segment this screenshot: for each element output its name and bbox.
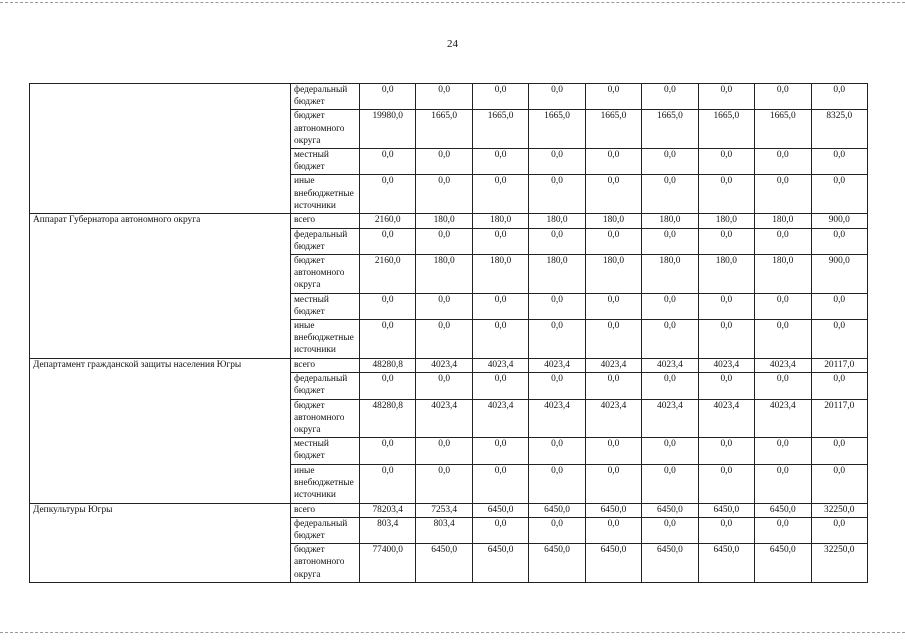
value-cell: 0,0 — [811, 373, 868, 399]
org-cell: Депкультуры Югры — [30, 503, 291, 582]
source-cell: всего — [291, 503, 360, 517]
source-cell: федеральный бюджет — [291, 84, 360, 110]
value-cell: 78203,4 — [360, 503, 416, 517]
value-cell: 1665,0 — [472, 110, 528, 149]
value-cell: 0,0 — [698, 320, 754, 359]
value-cell: 180,0 — [416, 214, 472, 228]
value-cell: 0,0 — [642, 373, 698, 399]
value-cell: 0,0 — [642, 293, 698, 319]
value-cell: 1665,0 — [755, 110, 811, 149]
table-row — [30, 84, 868, 110]
source-cell: всего — [291, 214, 360, 228]
value-cell: 4023,4 — [416, 399, 472, 438]
value-cell: 0,0 — [642, 84, 698, 110]
value-cell: 0,0 — [755, 228, 811, 254]
value-cell: 0,0 — [698, 293, 754, 319]
source-cell: федеральный бюджет — [291, 373, 360, 399]
value-cell: 1665,0 — [642, 110, 698, 149]
value-cell: 4023,4 — [472, 399, 528, 438]
value-cell: 0,0 — [360, 228, 416, 254]
value-cell: 4023,4 — [642, 359, 698, 373]
value-cell: 0,0 — [416, 84, 472, 110]
value-cell: 0,0 — [698, 464, 754, 503]
value-cell: 20117,0 — [811, 399, 868, 438]
value-cell: 0,0 — [642, 438, 698, 464]
value-cell: 180,0 — [698, 214, 754, 228]
value-cell: 0,0 — [698, 149, 754, 175]
value-cell: 0,0 — [529, 228, 585, 254]
value-cell: 0,0 — [811, 320, 868, 359]
value-cell: 0,0 — [529, 175, 585, 214]
value-cell: 0,0 — [811, 175, 868, 214]
value-cell: 0,0 — [811, 84, 868, 110]
value-cell: 0,0 — [472, 293, 528, 319]
value-cell: 0,0 — [529, 84, 585, 110]
value-cell: 0,0 — [811, 517, 868, 543]
value-cell: 900,0 — [811, 214, 868, 228]
value-cell: 4023,4 — [585, 359, 641, 373]
org-cell: Аппарат Губернатора автономного округа — [30, 214, 291, 359]
page-top-edge — [0, 2, 905, 3]
page-number: 24 — [447, 38, 458, 50]
value-cell: 0,0 — [698, 438, 754, 464]
value-cell: 1665,0 — [585, 110, 641, 149]
value-cell: 6450,0 — [698, 544, 754, 583]
source-cell: иные внебюджетные источники — [291, 175, 360, 214]
value-cell: 6450,0 — [755, 503, 811, 517]
value-cell: 6450,0 — [529, 503, 585, 517]
org-cell — [30, 84, 291, 214]
value-cell: 6450,0 — [642, 544, 698, 583]
value-cell: 0,0 — [585, 84, 641, 110]
value-cell: 0,0 — [472, 320, 528, 359]
value-cell: 0,0 — [360, 464, 416, 503]
source-cell: бюджет автономного округа — [291, 544, 360, 583]
value-cell: 0,0 — [472, 464, 528, 503]
value-cell: 0,0 — [811, 464, 868, 503]
value-cell: 0,0 — [585, 464, 641, 503]
value-cell: 0,0 — [360, 373, 416, 399]
value-cell: 0,0 — [698, 84, 754, 110]
value-cell: 6450,0 — [472, 503, 528, 517]
value-cell: 0,0 — [642, 149, 698, 175]
value-cell: 0,0 — [755, 464, 811, 503]
value-cell: 19980,0 — [360, 110, 416, 149]
value-cell: 180,0 — [642, 255, 698, 294]
value-cell: 180,0 — [698, 255, 754, 294]
value-cell: 0,0 — [360, 175, 416, 214]
value-cell: 180,0 — [585, 214, 641, 228]
source-cell: бюджет автономного округа — [291, 399, 360, 438]
value-cell: 0,0 — [811, 438, 868, 464]
value-cell: 0,0 — [585, 438, 641, 464]
value-cell: 0,0 — [755, 293, 811, 319]
value-cell: 8325,0 — [811, 110, 868, 149]
value-cell: 0,0 — [642, 320, 698, 359]
value-cell: 4023,4 — [755, 359, 811, 373]
value-cell: 4023,4 — [755, 399, 811, 438]
value-cell: 6450,0 — [755, 544, 811, 583]
value-cell: 0,0 — [416, 175, 472, 214]
value-cell: 7253,4 — [416, 503, 472, 517]
value-cell: 180,0 — [755, 255, 811, 294]
value-cell: 0,0 — [585, 228, 641, 254]
value-cell: 803,4 — [416, 517, 472, 543]
value-cell: 4023,4 — [416, 359, 472, 373]
source-cell: местный бюджет — [291, 293, 360, 319]
value-cell: 0,0 — [416, 149, 472, 175]
value-cell: 0,0 — [472, 149, 528, 175]
value-cell: 20117,0 — [811, 359, 868, 373]
value-cell: 0,0 — [472, 228, 528, 254]
value-cell: 0,0 — [755, 320, 811, 359]
value-cell: 0,0 — [755, 517, 811, 543]
value-cell: 0,0 — [642, 228, 698, 254]
value-cell: 0,0 — [755, 84, 811, 110]
table-row — [30, 503, 868, 517]
value-cell: 0,0 — [585, 149, 641, 175]
value-cell: 1665,0 — [529, 110, 585, 149]
value-cell: 0,0 — [755, 438, 811, 464]
value-cell: 0,0 — [416, 320, 472, 359]
value-cell: 180,0 — [529, 214, 585, 228]
page-bottom-edge — [0, 632, 905, 633]
value-cell: 180,0 — [529, 255, 585, 294]
table-row — [30, 359, 868, 373]
value-cell: 1665,0 — [416, 110, 472, 149]
source-cell: всего — [291, 359, 360, 373]
value-cell: 0,0 — [416, 228, 472, 254]
value-cell: 0,0 — [585, 293, 641, 319]
value-cell: 77400,0 — [360, 544, 416, 583]
value-cell: 0,0 — [360, 320, 416, 359]
value-cell: 900,0 — [811, 255, 868, 294]
value-cell: 0,0 — [585, 320, 641, 359]
value-cell: 0,0 — [360, 149, 416, 175]
value-cell: 6450,0 — [529, 544, 585, 583]
value-cell: 2160,0 — [360, 255, 416, 294]
value-cell: 0,0 — [755, 175, 811, 214]
value-cell: 2160,0 — [360, 214, 416, 228]
value-cell: 6450,0 — [585, 503, 641, 517]
value-cell: 6450,0 — [698, 503, 754, 517]
value-cell: 0,0 — [811, 293, 868, 319]
value-cell: 0,0 — [529, 438, 585, 464]
value-cell: 0,0 — [472, 84, 528, 110]
source-cell: местный бюджет — [291, 149, 360, 175]
value-cell: 48280,8 — [360, 399, 416, 438]
value-cell: 4023,4 — [642, 399, 698, 438]
value-cell: 803,4 — [360, 517, 416, 543]
value-cell: 0,0 — [416, 438, 472, 464]
value-cell: 0,0 — [755, 373, 811, 399]
source-cell: бюджет автономного округа — [291, 255, 360, 294]
value-cell: 0,0 — [811, 149, 868, 175]
value-cell: 0,0 — [755, 149, 811, 175]
value-cell: 0,0 — [698, 517, 754, 543]
source-cell: федеральный бюджет — [291, 228, 360, 254]
value-cell: 0,0 — [698, 175, 754, 214]
value-cell: 0,0 — [416, 464, 472, 503]
value-cell: 6450,0 — [585, 544, 641, 583]
value-cell: 0,0 — [360, 293, 416, 319]
value-cell: 0,0 — [698, 228, 754, 254]
value-cell: 0,0 — [529, 517, 585, 543]
value-cell: 6450,0 — [472, 544, 528, 583]
value-cell: 180,0 — [755, 214, 811, 228]
source-cell: иные внебюджетные источники — [291, 464, 360, 503]
value-cell: 4023,4 — [698, 399, 754, 438]
value-cell: 0,0 — [642, 517, 698, 543]
value-cell: 0,0 — [360, 438, 416, 464]
value-cell: 4023,4 — [529, 359, 585, 373]
value-cell: 32250,0 — [811, 503, 868, 517]
value-cell: 6450,0 — [642, 503, 698, 517]
value-cell: 0,0 — [811, 228, 868, 254]
value-cell: 0,0 — [472, 517, 528, 543]
value-cell: 32250,0 — [811, 544, 868, 583]
value-cell: 0,0 — [585, 175, 641, 214]
value-cell: 0,0 — [585, 373, 641, 399]
value-cell: 0,0 — [529, 149, 585, 175]
value-cell: 180,0 — [585, 255, 641, 294]
value-cell: 0,0 — [472, 175, 528, 214]
value-cell: 0,0 — [416, 373, 472, 399]
value-cell: 0,0 — [698, 373, 754, 399]
value-cell: 0,0 — [642, 464, 698, 503]
value-cell: 1665,0 — [698, 110, 754, 149]
value-cell: 6450,0 — [416, 544, 472, 583]
value-cell: 0,0 — [529, 320, 585, 359]
value-cell: 48280,8 — [360, 359, 416, 373]
source-cell: федеральный бюджет — [291, 517, 360, 543]
value-cell: 180,0 — [472, 214, 528, 228]
value-cell: 0,0 — [529, 293, 585, 319]
value-cell: 4023,4 — [585, 399, 641, 438]
value-cell: 4023,4 — [698, 359, 754, 373]
value-cell: 4023,4 — [472, 359, 528, 373]
budget-table — [29, 83, 868, 583]
value-cell: 4023,4 — [529, 399, 585, 438]
value-cell: 0,0 — [416, 293, 472, 319]
value-cell: 180,0 — [472, 255, 528, 294]
value-cell: 0,0 — [585, 517, 641, 543]
table-row — [30, 214, 868, 228]
source-cell: бюджет автономного округа — [291, 110, 360, 149]
value-cell: 0,0 — [529, 464, 585, 503]
source-cell: местный бюджет — [291, 438, 360, 464]
value-cell: 0,0 — [472, 373, 528, 399]
value-cell: 180,0 — [642, 214, 698, 228]
value-cell: 0,0 — [472, 438, 528, 464]
value-cell: 0,0 — [642, 175, 698, 214]
value-cell: 180,0 — [416, 255, 472, 294]
org-cell: Департамент гражданской защиты населения Югры — [30, 359, 291, 504]
value-cell: 0,0 — [360, 84, 416, 110]
value-cell: 0,0 — [529, 373, 585, 399]
source-cell: иные внебюджетные источники — [291, 320, 360, 359]
